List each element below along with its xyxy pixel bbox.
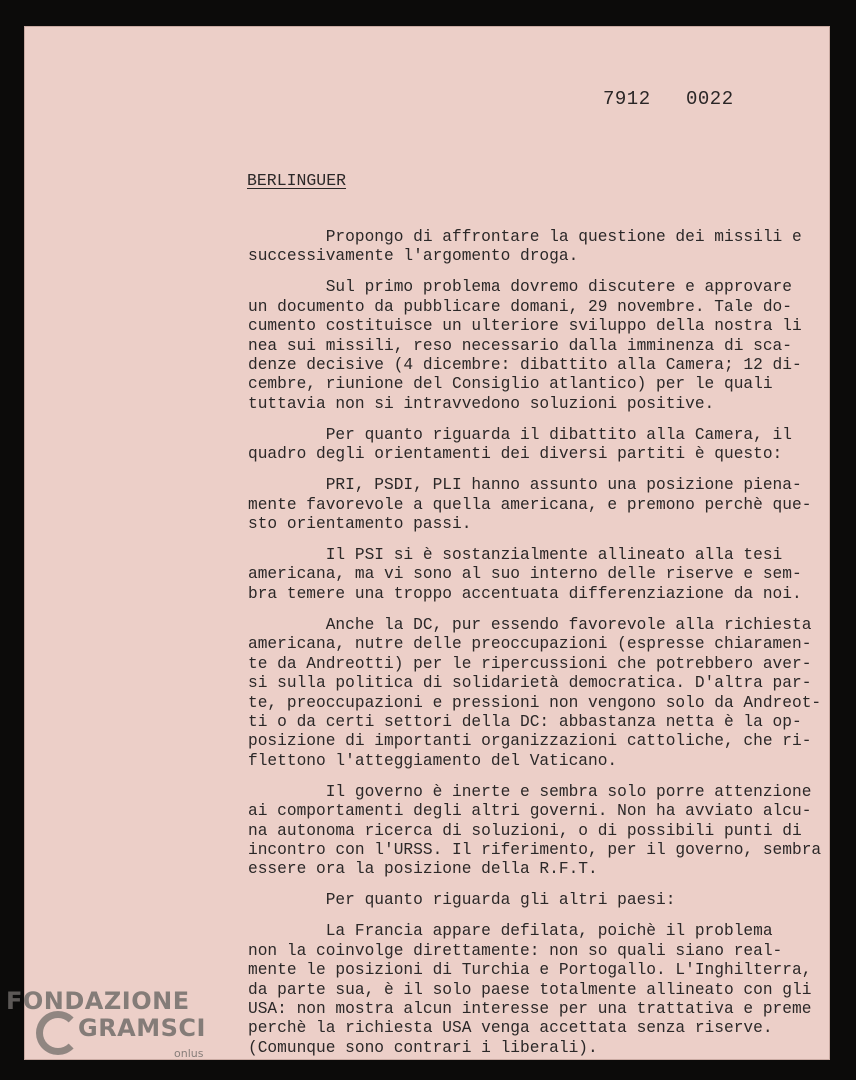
- paragraph: La Francia appare defilata, poichè il problema non la coinvolge direttamente: non so quali siano real- mente le posizioni di Turchia e Portogallo. L'Inghilterra, da parte sua, è il solo paese totalmente allineato con gli USA: non mostra alcun interesse per una trattativa e preme perchè la richiesta USA venga accettata senza riserve. (Comunque sono contrari i liberali).: [248, 922, 812, 1057]
- archive-number-left: 7912: [603, 88, 651, 110]
- archive-number-right: 0022: [686, 88, 734, 110]
- speaker-heading: BERLINGUER: [247, 171, 347, 190]
- paragraph: Per quanto riguarda il dibattito alla Camera, il quadro degli orientamenti dei diversi partiti è questo:: [248, 425, 792, 464]
- watermark-line2: GRAMSCI: [78, 1014, 206, 1042]
- watermark-line1: FONDAZIONE: [6, 987, 190, 1015]
- paragraph: Per quanto riguarda gli altri paesi:: [248, 891, 676, 910]
- paragraph: Il governo è inerte e sembra solo porre attenzione ai comportamenti degli altri governi. Non ha avviato alcu- na autonoma ricerca di soluzioni, o di possibili punti di incontro con l'URSS. Il riferimento, per il governo, sembra essere ora la posizione della R.F.T.: [248, 782, 822, 879]
- paragraph: PRI, PSDI, PLI hanno assunto una posizione piena- mente favorevole a quella americana, e premono perchè que- sto orientamento passi.: [248, 476, 812, 534]
- paragraph: Il PSI si è sostanzialmente allineato alla tesi americana, ma vi sono al suo interno delle riserve e sem- bra temere una troppo accentuata differenziazione da noi.: [248, 546, 802, 603]
- paragraph: Anche la DC, pur essendo favorevole alla richiesta americana, nutre delle preoccupazioni (espresse chiaramen- te da Andreotti) per le ripercussioni che potrebbero aver- si sulla politica di solidarietà democratica. D'altra par- te, preoccupazioni e pressioni non vengono solo da Andreot- ti o da certi settori della DC: abbastanza netta è la op- posizione di importanti organizzazioni cattoliche, che ri- flettono l'atteggiamento del Vaticano.: [248, 615, 822, 770]
- paragraph: Sul primo problema dovremo discutere e approvare un documento da pubblicare domani, 29 novembre. Tale do- cumento costituisce un ulteriore sviluppo della nostra li nea sui missili, reso necessario dalla imminenza di sca- denze decisive (4 dicembre: dibattito alla Camera; 12 di- cembre, riunione del Consiglio atlantico) per le quali tuttavia non si intravvedono soluzioni positive.: [248, 278, 802, 413]
- document-body: [248, 228, 828, 1070]
- watermark-line3: onlus: [174, 1047, 204, 1060]
- paragraph: Propongo di affrontare la questione dei missili e successivamente l'argomento droga.: [248, 228, 802, 266]
